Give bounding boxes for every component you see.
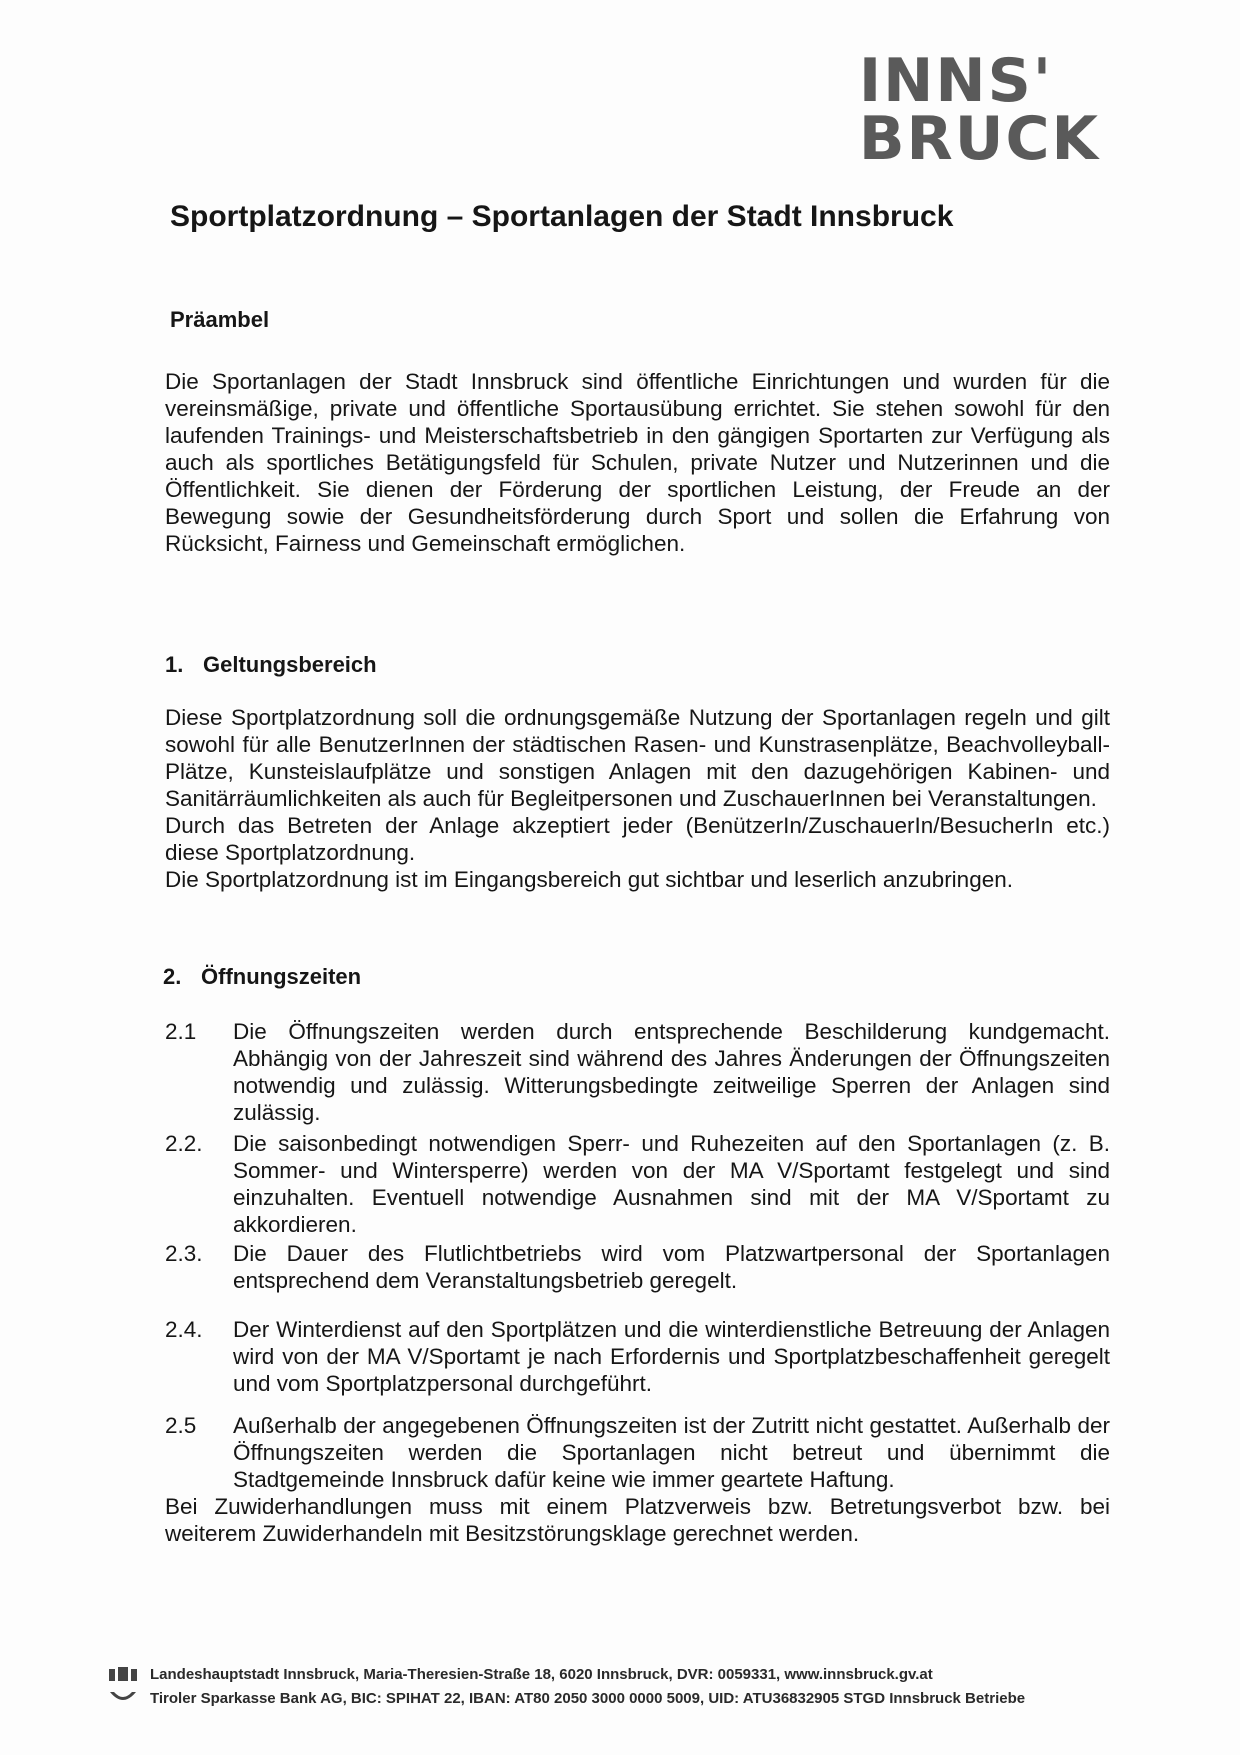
- section-1-paragraph-3: Die Sportplatzordnung ist im Eingangsbereich gut sichtbar und leserlich anzubringen.: [165, 867, 1013, 892]
- section-1-heading: [165, 652, 377, 678]
- section-1-body: [165, 704, 1110, 893]
- preamble-heading: Präambel: [170, 307, 270, 332]
- section-2-item-1: [165, 1018, 1110, 1126]
- logo-line-1: INNS': [858, 46, 1054, 116]
- item-number: 2.1: [165, 1019, 197, 1044]
- city-crest-bottom-icon: [108, 1690, 138, 1708]
- item-text: Außerhalb der angegebenen Öffnungszeiten ist der Zutritt nicht gestattet. Außerhalb der Öffnungszeiten werden die Sportanlagen nicht betreut und übernimmt die Stadtgemeinde Innsbruck dafür keine wie immer geartete Haftung.: [233, 1413, 1110, 1492]
- item-text: Die saisonbedingt notwendigen Sperr- und Ruhezeiten auf den Sportanlagen (z. B. Sommer- und Wintersperre) werden von der MA V/Sportamt festgelegt und sind einzuhalten. Eventuell notwendige Ausnahmen sind mit der MA V/Sportamt zu akkordieren.: [233, 1131, 1110, 1237]
- item-number: 2.2.: [165, 1131, 203, 1156]
- section-1-paragraph-1: Diese Sportplatzordnung soll die ordnungsgemäße Nutzung der Sportanlagen regeln und gilt sowohl für alle BenutzerInnen der städtischen Rasen- und Kunstrasenplätze, Beachvolleyball-Plätze, Kunsteislaufplätze und sonstigen Anlagen mit den dazugehörigen Kabinen- und Sanitärräumlichkeiten als auch für Begleitpersonen und ZuschauerInnen bei Veranstaltungen.: [165, 705, 1110, 811]
- section-2-item-3: [165, 1240, 1110, 1294]
- logo-line-2: BRUCK: [858, 104, 1100, 174]
- preamble-text-block: [165, 368, 1110, 557]
- section-2-number: 2.: [163, 964, 182, 989]
- section-2-item-2: [165, 1130, 1110, 1238]
- section-2-item-5: [165, 1412, 1110, 1547]
- item-number: 2.5: [165, 1413, 197, 1438]
- section-1-title: Geltungsbereich: [203, 652, 377, 677]
- item-text: Die Dauer des Flutlichtbetriebs wird vom Platzwartpersonal der Sportanlagen entsprechend dem Veranstaltungsbetrieb geregelt.: [233, 1241, 1110, 1293]
- footer: [108, 1663, 1128, 1711]
- preamble-text: Die Sportanlagen der Stadt Innsbruck sind öffentliche Einrichtungen und wurden für die vereinsmäßige, private und öffentliche Sportausübung errichtet. Sie stehen sowohl für den laufenden Trainings- und Meisterschaftsbetrieb in den gängigen Sportarten zur Verfügung als auch als sportliches Betätigungsfeld für Schulen, private Nutzer und Nutzerinnen und die Öffentlichkeit. Sie dienen der Förderung der sportlichen Leistung, der Freude an der Bewegung sowie der Gesundheitsförderung durch Sport und sollen die Erfahrung von Rücksicht, Fairness und Gemeinschaft ermöglichen.: [165, 369, 1110, 556]
- section-2-title: Öffnungszeiten: [201, 964, 362, 989]
- document-title: Sportplatzordnung – Sportanlagen der Stadt Innsbruck: [170, 200, 954, 233]
- section-1-number: 1.: [165, 652, 184, 677]
- footer-bank-details: Tiroler Sparkasse Bank AG, BIC: SPIHAT 22, IBAN: AT80 2050 3000 0000 5009, UID: ATU36832905 STGD Innsbruck Betriebe: [150, 1690, 1026, 1707]
- item-number: 2.3.: [165, 1241, 203, 1266]
- footer-address: Landeshauptstadt Innsbruck, Maria-Theresien-Straße 18, 6020 Innsbruck, DVR: 0059331, www.innsbruck.gv.at: [150, 1666, 933, 1683]
- section-2-extra-paragraph: Bei Zuwiderhandlungen muss mit einem Platzverweis bzw. Betretungsverbot bzw. bei weiterem Zuwiderhandeln mit Besitzstörungsklage gerechnet werden.: [165, 1494, 1110, 1546]
- section-2-item-4: [165, 1316, 1110, 1397]
- innsbruck-logo: [858, 46, 1100, 174]
- item-text: Die Öffnungszeiten werden durch entsprechende Beschilderung kundgemacht. Abhängig von der Jahreszeit sind während des Jahres Änderungen der Öffnungszeiten notwendig und zulässig. Witterungsbedingte zeitweilige Sperren der Anlagen sind zulässig.: [233, 1019, 1110, 1125]
- item-text: Der Winterdienst auf den Sportplätzen und die winterdienstliche Betreuung der Anlagen wird von der MA V/Sportamt je nach Erfordernis und Sportplatzbeschaffenheit geregelt und vom Sportplatzpersonal durchgeführt.: [233, 1317, 1110, 1396]
- city-crest-top-icon: [108, 1666, 138, 1684]
- section-1-paragraph-2: Durch das Betreten der Anlage akzeptiert jeder (BenützerIn/ZuschauerIn/BesucherIn etc.) diese Sportplatzordnung.: [165, 813, 1110, 865]
- item-number: 2.4.: [165, 1317, 203, 1342]
- section-2-heading: [163, 964, 361, 990]
